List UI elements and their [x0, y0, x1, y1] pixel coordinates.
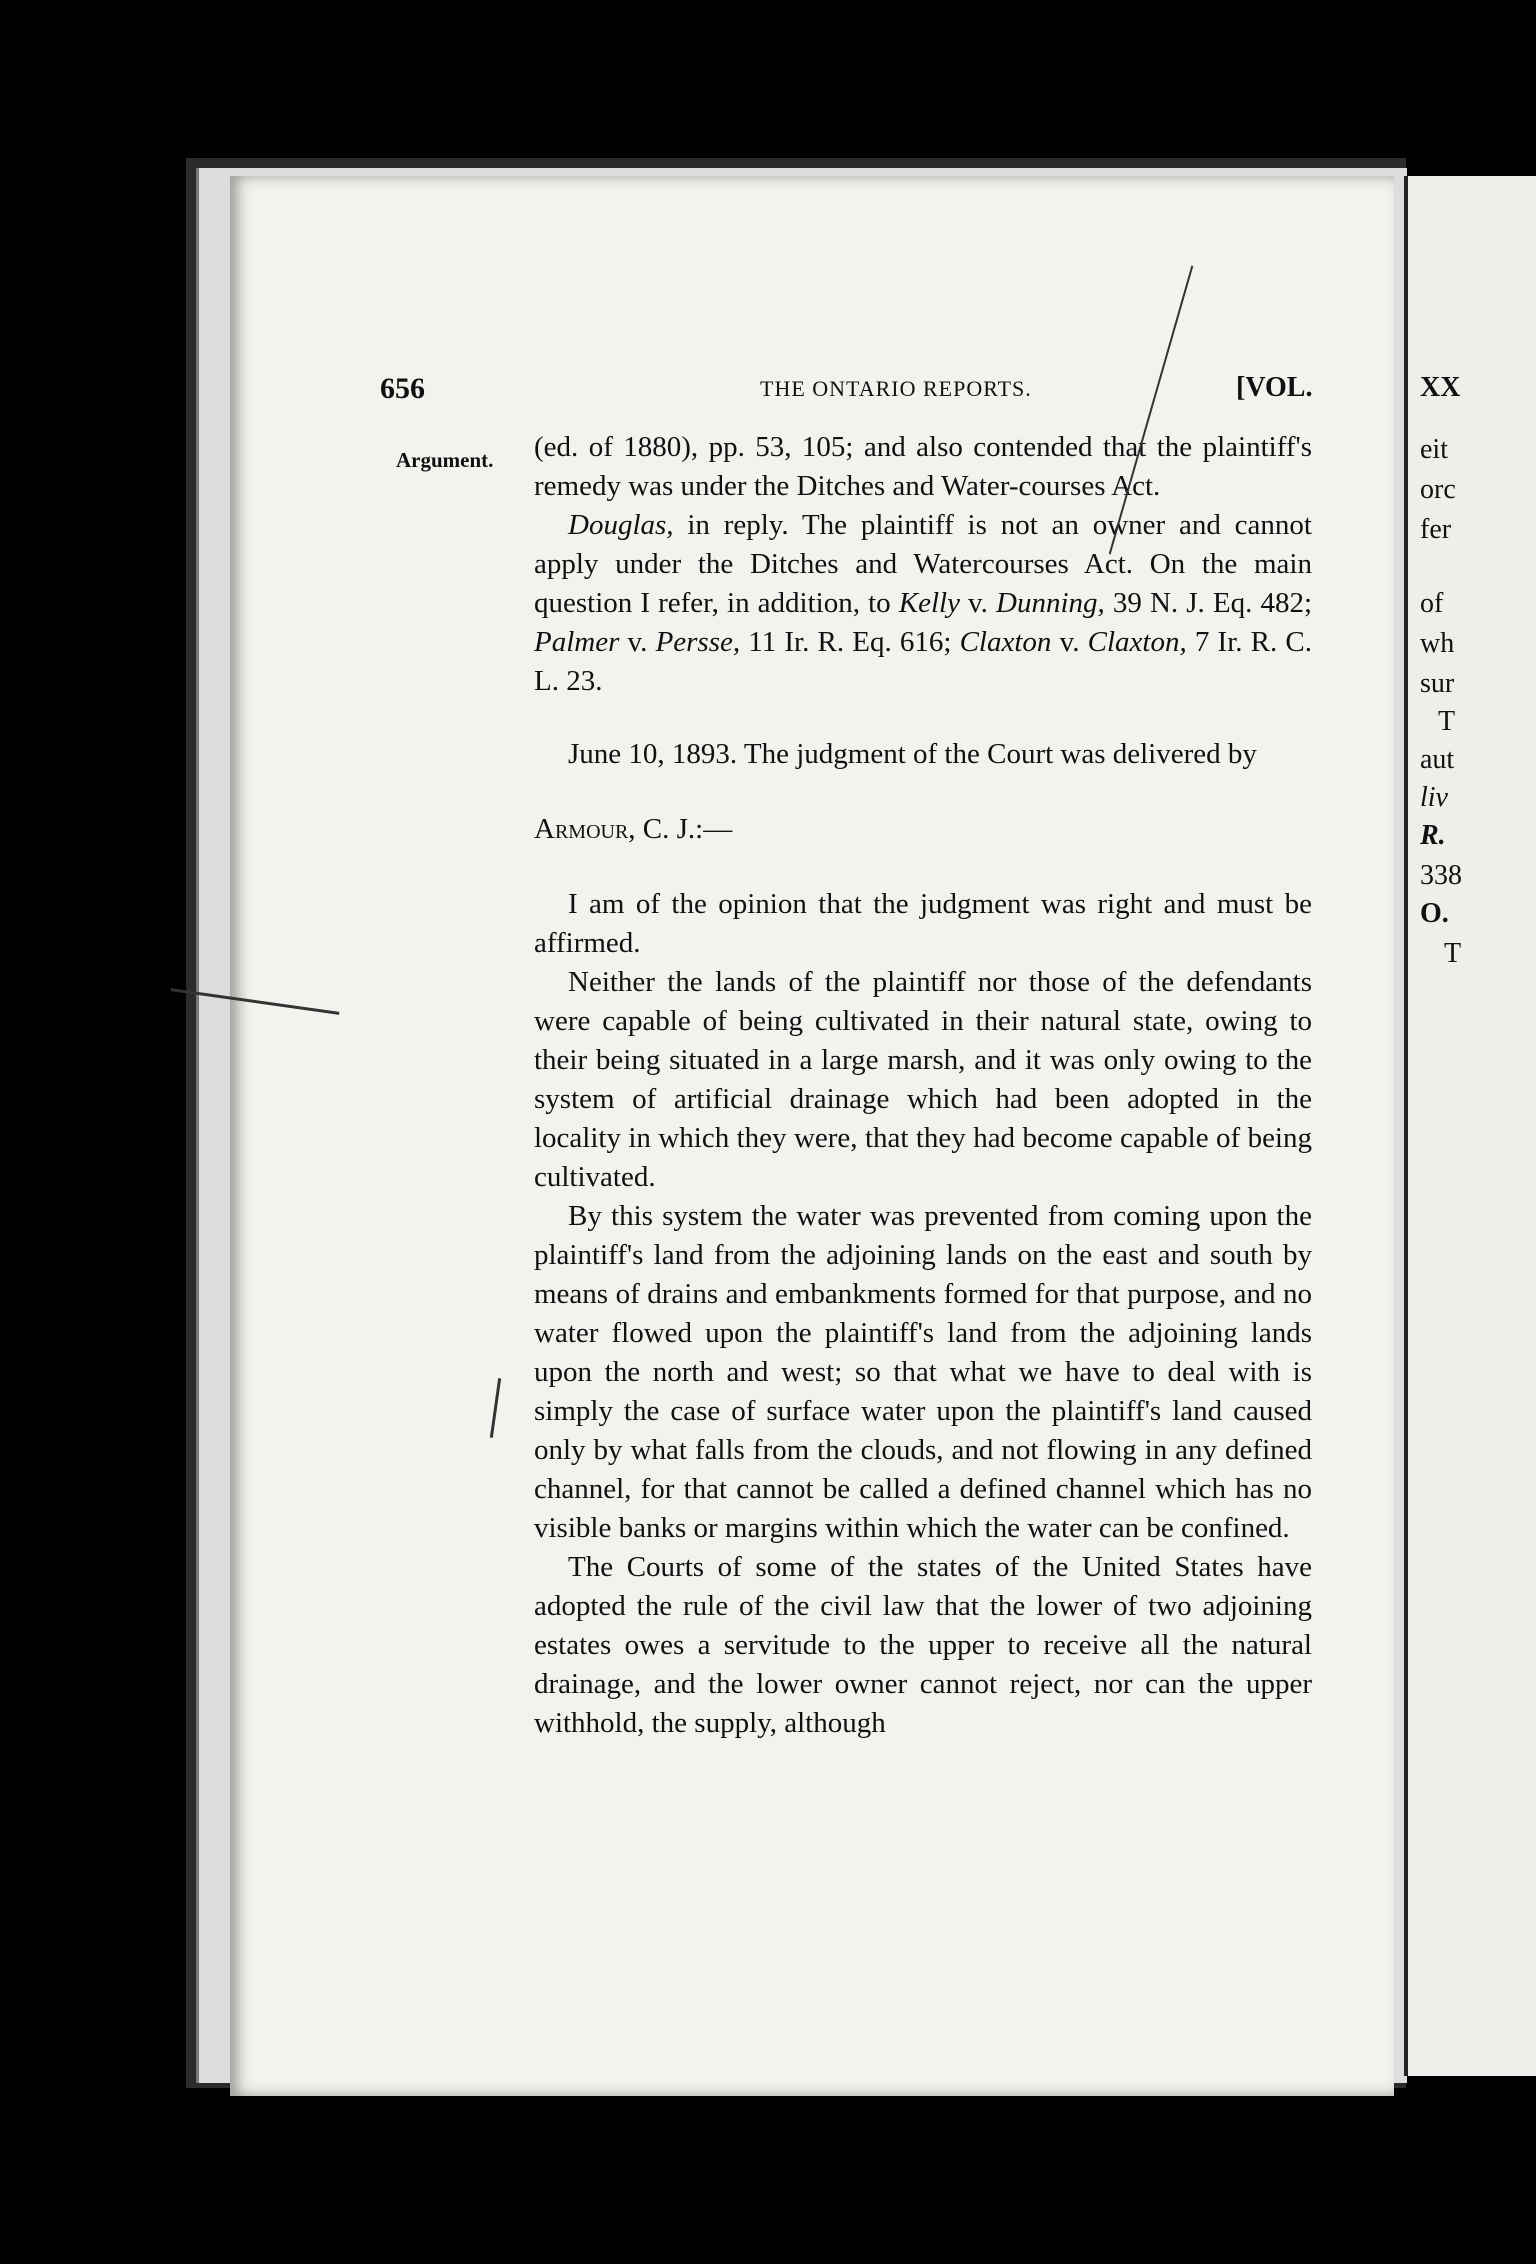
case-citation: Palmer: [534, 626, 620, 658]
citation: 7 Ir. R. C. L. 23.: [534, 626, 1312, 697]
running-title: THE ONTARIO REPORTS.: [760, 376, 1032, 401]
case-citation: Persse,: [655, 626, 741, 658]
spacer: [534, 774, 1312, 810]
next-page-line: sur: [1420, 668, 1455, 699]
next-page-line: liv: [1420, 782, 1448, 813]
date-paragraph: June 10, 1893. The judgment of the Court was delivered by: [568, 738, 1257, 770]
next-page-line: T: [1438, 706, 1456, 737]
next-page-line: R.: [1420, 820, 1446, 851]
next-page-line: of: [1420, 588, 1444, 619]
volume-label: [VOL.: [1236, 372, 1313, 403]
next-page-line: wh: [1420, 628, 1455, 659]
page-number: 656: [380, 372, 425, 405]
next-page-line: eit: [1420, 434, 1448, 465]
case-citation: Claxton,: [1087, 626, 1187, 658]
judgment-paragraph: Neither the lands of the plaintiff nor those of the defendants were capable of being cultivated in their natural state, owing to their being situated in a large marsh, and it was only owing to the system of artificial drainage which had been adopted in the locality in which they were, that they had become capable of being cultivated.: [534, 966, 1312, 1193]
next-page-line: 338: [1420, 860, 1462, 891]
next-page-line: O.: [1420, 898, 1449, 929]
next-page-line: orc: [1420, 474, 1456, 505]
body-text: [534, 428, 1312, 1743]
judgment-paragraph: The Courts of some of the states of the United States have adopted the rule of the civil law that the lower of two adjoining estates owes a servitude to the upper to receive all the natural drainage, and the lower owner cannot reject, nor can the upper withhold, the supply, although: [534, 1551, 1312, 1739]
next-page-line: aut: [1420, 744, 1455, 775]
case-citation: Dunning,: [996, 587, 1105, 619]
page-header: [0, 372, 1536, 412]
case-citation: Kelly: [898, 587, 960, 619]
next-page-line: fer: [1420, 514, 1452, 545]
next-page-line: T: [1444, 938, 1462, 969]
citation: 11 Ir. R. Eq. 616;: [740, 626, 960, 658]
next-page-line: XX: [1420, 372, 1461, 403]
spacer: [534, 701, 1312, 735]
judge-heading: Armour, C. J.:—: [534, 813, 733, 845]
argument-paragraph: (ed. of 1880), pp. 53, 105; and also contended that the plaintiff's remedy was under the Ditches and Water-courses Act.: [534, 431, 1312, 502]
margin-note: Argument.: [396, 448, 494, 472]
citation: 39 N. J. Eq. 482;: [1104, 587, 1313, 619]
reply-paragraph: [534, 506, 1312, 701]
next-page: [1404, 176, 1536, 2076]
case-citation: Claxton: [959, 626, 1052, 658]
reply-text: in reply. The plaintiff is not an owner and cannot apply under the Ditches and Watercourses Act. On the main question I refer, in addition, to: [534, 509, 1312, 619]
counsel-name: Douglas,: [568, 509, 674, 541]
spacer: [534, 849, 1312, 885]
judgment-paragraph: By this system the water was prevented from coming upon the plaintiff's land from the adjoining lands on the east and south by means of drains and embankments formed for that purpose, and no water flowed upon the plaintiff's land from the adjoining lands upon the north and west; so that what we have to deal with is simply the case of surface water upon the plaintiff's land caused only by what falls from the clouds, and not flowing in any defined channel, for that cannot be called a defined channel which has no visible banks or margins within which the water can be confined.: [534, 1200, 1312, 1544]
judgment-paragraph: I am of the opinion that the judgment was right and must be affirmed.: [534, 888, 1312, 959]
versus: v.: [1051, 626, 1088, 658]
versus: v.: [959, 587, 997, 619]
versus: v.: [619, 626, 656, 658]
